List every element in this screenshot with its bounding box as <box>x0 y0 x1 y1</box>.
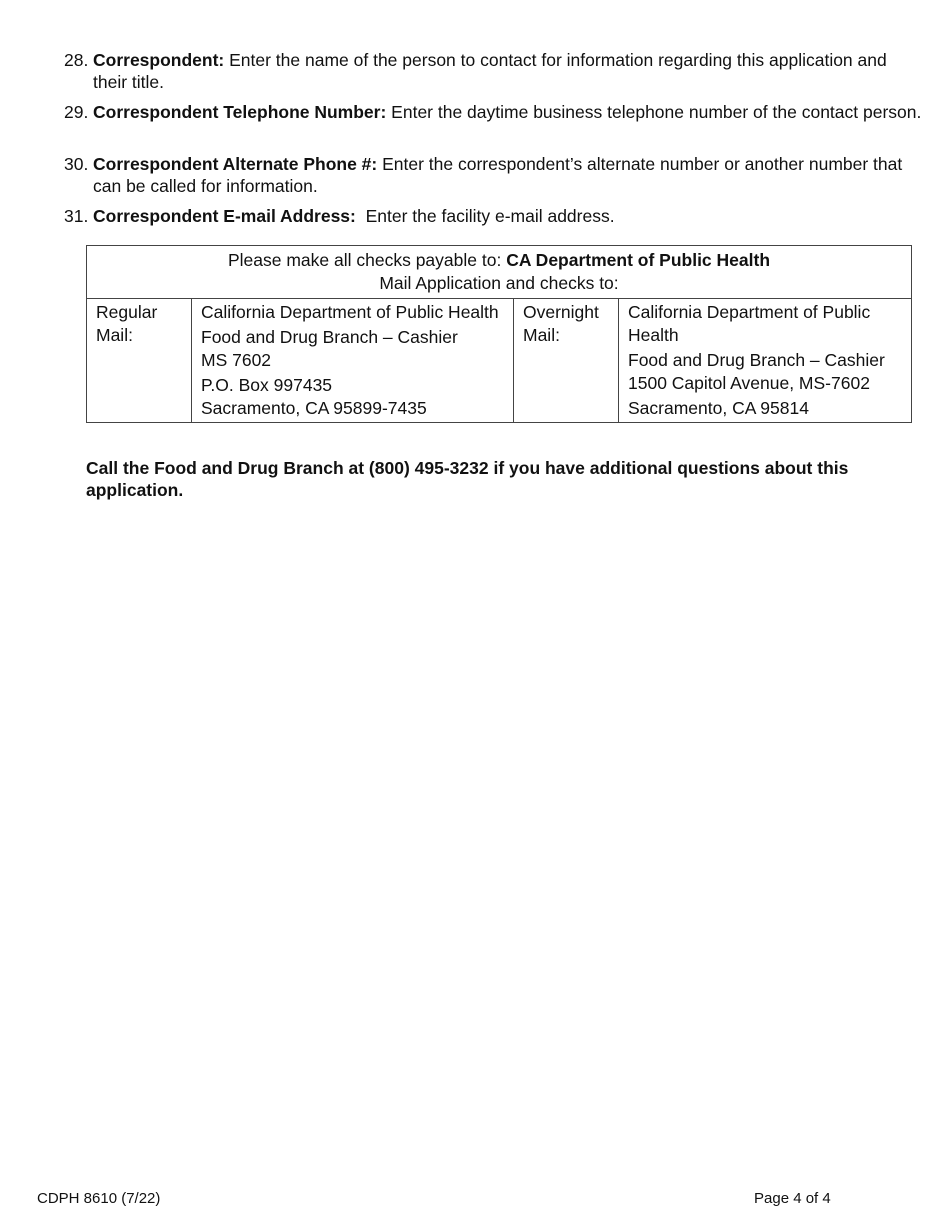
page-number: Page 4 of 4 <box>754 1190 831 1207</box>
address-line: Sacramento, CA 95899-7435 <box>201 398 427 418</box>
address-line: 1500 Capitol Avenue, MS-7602 <box>628 373 870 393</box>
item-number: 29. <box>64 102 89 122</box>
address-line: Food and Drug Branch – Cashier <box>201 327 458 347</box>
item-label: Correspondent Telephone Number: <box>93 102 387 122</box>
payable-prefix: Please make all checks payable to: <box>227 250 507 270</box>
regular-mail-address <box>192 299 514 423</box>
address-line: Food and Drug Branch – Cashier <box>628 350 885 370</box>
item-text: Enter the daytime business telephone number of the contact person. <box>386 102 922 122</box>
instruction-item-31 <box>64 205 924 227</box>
regular-mail-label: Regular Mail: <box>87 299 192 423</box>
form-id: CDPH 8610 (7/22) <box>37 1190 161 1207</box>
mailing-address-table <box>86 245 912 423</box>
item-number: 28. <box>64 50 89 70</box>
contact-note: Call the Food and Drug Branch at (800) 495-3232 if you have additional questions about this application. <box>86 458 849 500</box>
item-number: 31. <box>64 206 89 226</box>
address-line: P.O. Box 997435 <box>201 375 333 395</box>
overnight-mail-address <box>619 299 912 423</box>
address-line: California Department of Public Health <box>628 302 871 345</box>
instruction-item-28 <box>64 49 924 93</box>
overnight-mail-label: Overnight Mail: <box>514 299 619 423</box>
instruction-item-30 <box>64 153 924 197</box>
instruction-item-29 <box>64 101 924 123</box>
address-line: MS 7602 <box>201 350 272 370</box>
payable-header <box>87 246 912 299</box>
item-text: Enter the facility e-mail address. <box>355 206 615 226</box>
item-number: 30. <box>64 154 89 174</box>
mail-line: Mail Application and checks to: <box>379 273 619 293</box>
item-label: Correspondent E-mail Address: <box>93 206 356 226</box>
payable-to: CA Department of Public Health <box>506 250 771 270</box>
item-label: Correspondent: <box>93 50 225 70</box>
address-line: Sacramento, CA 95814 <box>628 398 809 418</box>
address-line: California Department of Public Health <box>201 302 499 322</box>
item-text: Enter the correspondent’s alternate number or another number that can be called for information. <box>93 154 903 196</box>
item-text: Enter the name of the person to contact for information regarding this application and their title. <box>93 50 887 92</box>
item-label: Correspondent Alternate Phone #: <box>93 154 378 174</box>
